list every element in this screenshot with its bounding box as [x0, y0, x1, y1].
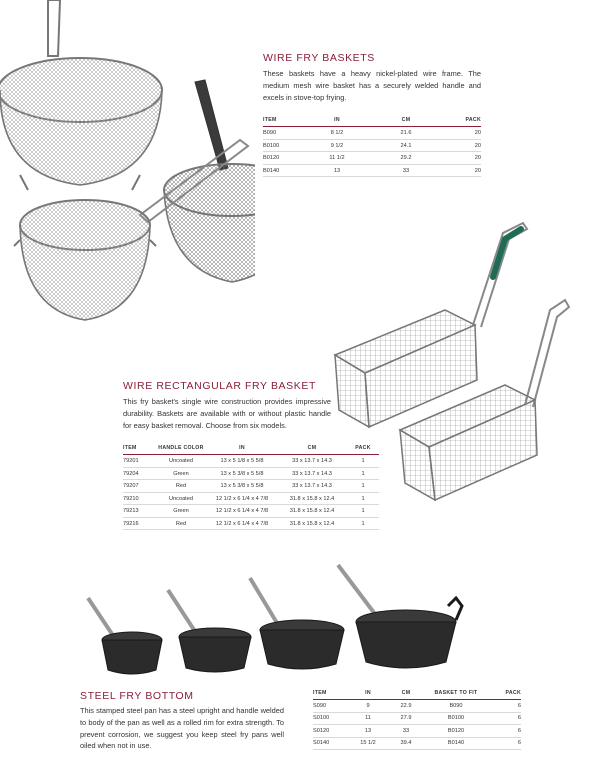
table-header-row	[313, 690, 521, 700]
table-cell: 6	[487, 725, 521, 738]
steel-fry-bottom-pans-image	[80, 560, 470, 680]
wire-fry-baskets-section	[263, 52, 481, 177]
table-row	[123, 517, 379, 530]
table-cell: Red	[155, 480, 207, 493]
table-cell: 15 1/2	[349, 737, 387, 750]
column-header: CM	[387, 690, 425, 700]
table-cell: 79213	[123, 505, 155, 518]
table-cell: 1	[347, 455, 379, 468]
table-row	[313, 712, 521, 725]
table-cell: 9 1/2	[303, 139, 371, 152]
table-cell: B0140	[263, 164, 303, 177]
table-cell: 1	[347, 467, 379, 480]
spec-table	[263, 117, 481, 177]
table-cell: 8 1/2	[303, 127, 371, 140]
table-cell: 13 x 5 1/8 x 5 5/8	[207, 455, 277, 468]
round-wire-fry-baskets-image	[0, 0, 255, 330]
table-cell: B090	[425, 700, 487, 713]
table-row	[123, 467, 379, 480]
table-cell: 1	[347, 505, 379, 518]
table-cell: 31.8 x 15.8 x 12.4	[277, 505, 347, 518]
table-header-row	[263, 117, 481, 127]
table-cell: 1	[347, 480, 379, 493]
table-cell: 6	[487, 712, 521, 725]
table-cell: 12 1/2 x 6 1/4 x 4 7/8	[207, 505, 277, 518]
column-header: CM	[277, 445, 347, 455]
table-cell: 22.9	[387, 700, 425, 713]
table-row	[263, 139, 481, 152]
steel-fry-bottom-section	[80, 690, 284, 752]
table-cell: 79210	[123, 492, 155, 505]
column-header: HANDLE COLOR	[155, 445, 207, 455]
table-cell: B0120	[425, 725, 487, 738]
table-cell: S0140	[313, 737, 349, 750]
table-cell: B0120	[263, 152, 303, 165]
table-cell: 20	[441, 139, 481, 152]
spec-table	[123, 445, 379, 530]
table-row	[313, 725, 521, 738]
column-header: IN	[349, 690, 387, 700]
table-cell: B0100	[425, 712, 487, 725]
table-row	[313, 700, 521, 713]
column-header: IN	[303, 117, 371, 127]
table-cell: 79201	[123, 455, 155, 468]
column-header: BASKET TO FIT	[425, 690, 487, 700]
table-cell: 20	[441, 152, 481, 165]
table-cell: 13 x 5 3/8 x 5 5/8	[207, 467, 277, 480]
table-cell: B0140	[425, 737, 487, 750]
table-cell: S090	[313, 700, 349, 713]
table-cell: 6	[487, 737, 521, 750]
table-cell: Green	[155, 467, 207, 480]
table-cell: 6	[487, 700, 521, 713]
table-cell: Uncoated	[155, 492, 207, 505]
table-cell: 33	[371, 164, 441, 177]
table-cell: 29.2	[371, 152, 441, 165]
section-title: WIRE RECTANGULAR FRY BASKET	[123, 380, 316, 392]
table-cell: 24.1	[371, 139, 441, 152]
table-row	[263, 127, 481, 140]
table-row	[263, 164, 481, 177]
table-cell: 27.9	[387, 712, 425, 725]
table-cell: 1	[347, 492, 379, 505]
table-cell: 33 x 13.7 x 14.3	[277, 480, 347, 493]
section-title: STEEL FRY BOTTOM	[80, 690, 194, 702]
table-cell: 11 1/2	[303, 152, 371, 165]
table-cell: S0120	[313, 725, 349, 738]
table-cell: 13	[349, 725, 387, 738]
column-header: ITEM	[123, 445, 155, 455]
table-cell: 31.8 x 15.8 x 12.4	[277, 517, 347, 530]
section-description: These baskets have a heavy nickel-plated wire frame. The medium mesh wire basket has a securely welded handle and excels in stove-top frying.	[263, 69, 481, 102]
table-cell: 33 x 13.7 x 14.3	[277, 467, 347, 480]
table-header-row	[123, 445, 379, 455]
table-cell: 79216	[123, 517, 155, 530]
column-header: PACK	[347, 445, 379, 455]
table-cell: 12 1/2 x 6 1/4 x 4 7/8	[207, 492, 277, 505]
table-cell: S0100	[313, 712, 349, 725]
table-cell: 20	[441, 127, 481, 140]
table-cell: 31.8 x 15.8 x 12.4	[277, 492, 347, 505]
table-cell: 12 1/2 x 6 1/4 x 4 7/8	[207, 517, 277, 530]
table-cell: B0100	[263, 139, 303, 152]
section-description: This stamped steel pan has a steel upright and handle welded to body of the pan as well as a rolled rim for extra strength. To prevent corrosion, we suggest you keep steel fry pans well oiled when not in use.	[80, 706, 284, 751]
column-header: IN	[207, 445, 277, 455]
table-cell: 33 x 13.7 x 14.3	[277, 455, 347, 468]
column-header: PACK	[441, 117, 481, 127]
table-cell: Uncoated	[155, 455, 207, 468]
table-cell: B090	[263, 127, 303, 140]
table-row	[263, 152, 481, 165]
table-cell: 9	[349, 700, 387, 713]
section-title: WIRE FRY BASKETS	[263, 52, 375, 64]
column-header: ITEM	[313, 690, 349, 700]
table-cell: 1	[347, 517, 379, 530]
column-header: PACK	[487, 690, 521, 700]
table-cell: Green	[155, 505, 207, 518]
wire-rectangular-section	[123, 380, 379, 530]
section-description: This fry basket's single wire construction provides impressive durability. Baskets are available with or without plastic handle for easy basket removal. Choose from six models.	[123, 397, 331, 430]
table-row	[123, 505, 379, 518]
table-cell: 21.6	[371, 127, 441, 140]
table-cell: 39.4	[387, 737, 425, 750]
column-header: CM	[371, 117, 441, 127]
table-cell: 79204	[123, 467, 155, 480]
table-row	[123, 480, 379, 493]
table-row	[123, 455, 379, 468]
table-cell: 11	[349, 712, 387, 725]
steel-fry-bottom-table	[313, 690, 521, 750]
table-cell: 13 x 5 3/8 x 5 5/8	[207, 480, 277, 493]
column-header: ITEM	[263, 117, 303, 127]
table-cell: 13	[303, 164, 371, 177]
table-row	[313, 737, 521, 750]
table-cell: Red	[155, 517, 207, 530]
table-cell: 20	[441, 164, 481, 177]
table-row	[123, 492, 379, 505]
table-cell: 79207	[123, 480, 155, 493]
table-cell: 33	[387, 725, 425, 738]
